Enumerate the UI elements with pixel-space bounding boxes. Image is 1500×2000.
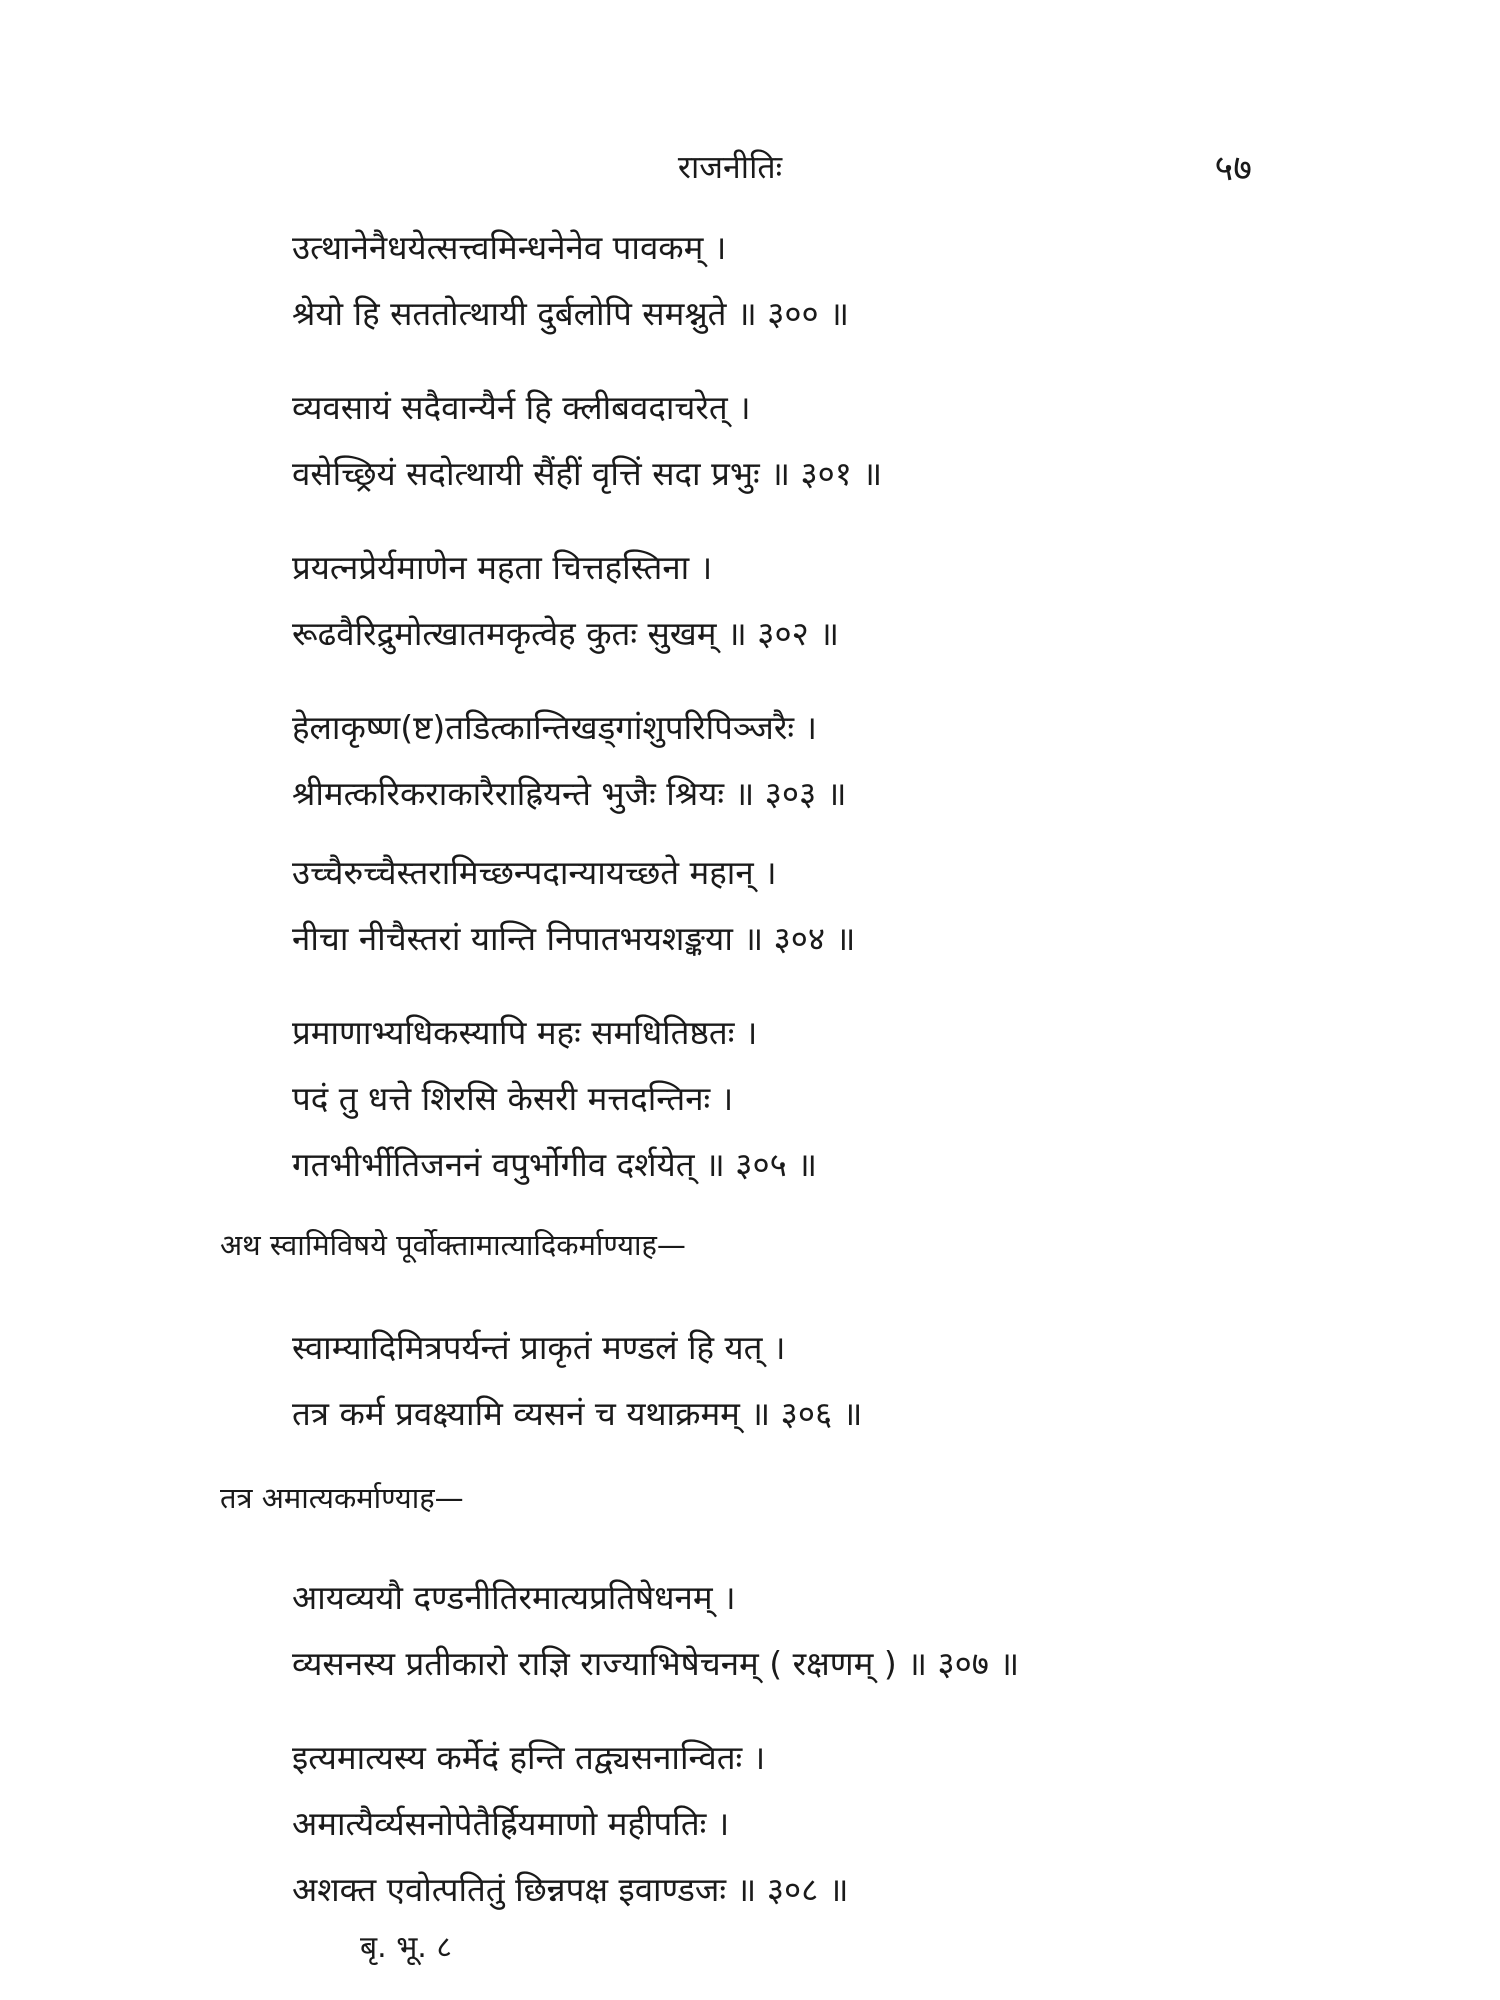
verse-line: इत्यमात्यस्य कर्मेदं हन्ति तद्व्यसनान्वितः । <box>292 1738 766 1777</box>
running-header-title: राजनीतिः <box>677 148 783 186</box>
verse-line: रूढवैरिद्रुमोत्खातमकृत्वेह कुतः सुखम् ॥ ३०२ ॥ <box>292 614 840 653</box>
verse-308 <box>292 1725 849 1923</box>
verse-304 <box>292 840 855 972</box>
verse-line: उत्थानेनैधयेत्सत्त्वमिन्धनेनेव पावकम् । <box>292 228 727 267</box>
verse-line: श्रेयो हि सततोत्थायी दुर्बलोपि समश्नुते ॥ ३०० ॥ <box>292 294 849 333</box>
verse-306 <box>292 1315 862 1447</box>
prose-intro-swami: अथ स्वामिविषये पूर्वोक्तामात्यादिकर्माण्याह— <box>220 1228 686 1262</box>
verse-300 <box>292 215 849 347</box>
verse-line: व्यवसायं सदैवान्यैर्न हि क्लीबवदाचरेत् । <box>292 388 751 427</box>
verse-line: पदं तु धत्ते शिरसि केसरी मत्तदन्तिनः । <box>292 1079 734 1118</box>
verse-307 <box>292 1565 1019 1697</box>
verse-line: आयव्ययौ दण्डनीतिरमात्यप्रतिषेधनम् । <box>292 1578 736 1617</box>
verse-line: उच्चैरुच्चैस्तरामिच्छन्पदान्यायच्छते महान् । <box>292 853 777 892</box>
verse-301 <box>292 375 882 507</box>
verse-line: अमात्यैर्व्यसनोपेतैर्ह्रियमाणो महीपतिः । <box>292 1804 730 1843</box>
verse-302 <box>292 535 839 667</box>
verse-line: व्यसनस्य प्रतीकारो राज्ञि राज्याभिषेचनम् ( रक्षणम् ) ॥ ३०७ ॥ <box>292 1644 1020 1683</box>
verse-line: हेलाकृष्ण(ष्ट)तडित्कान्तिखड्गांशुपरिपिञ्जरैः । <box>292 708 818 747</box>
signature-mark: बृ. भू. ८ <box>360 1930 452 1965</box>
verse-303 <box>292 695 846 827</box>
verse-line: गतभीर्भीतिजननं वपुर्भोगीव दर्शयेत् ॥ ३०५ ॥ <box>292 1145 818 1184</box>
verse-line: वसेच्छ्रियं सदोत्थायी सैंहीं वृत्तिं सदा प्रभुः ॥ ३०१ ॥ <box>292 454 883 493</box>
verse-line: प्रमाणाभ्यधिकस्यापि महः समधितिष्ठतः । <box>292 1013 758 1052</box>
verse-line: तत्र कर्म प्रवक्ष्यामि व्यसनं च यथाक्रमम् ॥ ३०६ ॥ <box>292 1394 863 1433</box>
verse-line: श्रीमत्करिकराकारैराह्रियन्ते भुजैः श्रियः ॥ ३०३ ॥ <box>292 774 847 813</box>
verse-line: अशक्त एवोत्पतितुं छिन्नपक्ष इवाण्डजः ॥ ३०८ ॥ <box>292 1870 849 1909</box>
page-number: ५७ <box>1214 148 1252 189</box>
prose-intro-amatya: तत्र अमात्यकर्माण्याह— <box>220 1481 464 1515</box>
verse-line: प्रयत्नप्रेर्यमाणेन महता चित्तहस्तिना । <box>292 548 713 587</box>
verse-305 <box>292 1000 817 1198</box>
verse-line: नीचा नीचैस्तरां यान्ति निपातभयशङ्कया ॥ ३०४ ॥ <box>292 919 856 958</box>
verse-line: स्वाम्यादिमित्रपर्यन्तं प्राकृतं मण्डलं हि यत् । <box>292 1328 786 1367</box>
